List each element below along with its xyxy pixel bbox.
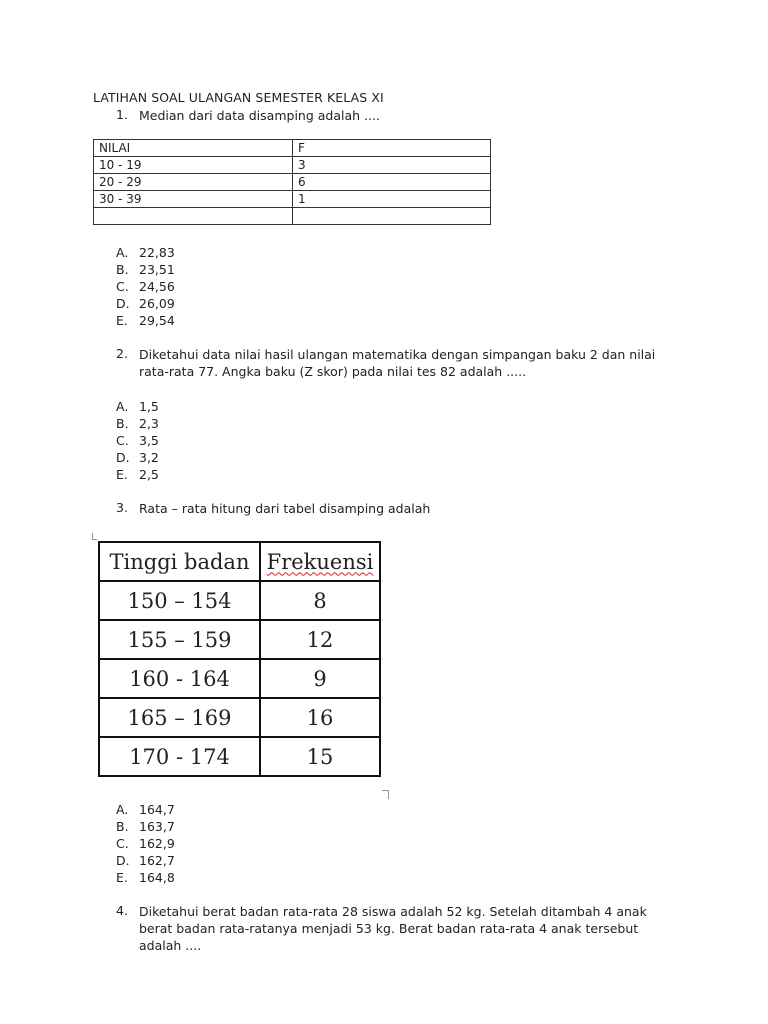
nilai-frequency-table <box>93 139 491 225</box>
table-cell: 16 <box>260 698 380 737</box>
table-cell <box>293 208 491 225</box>
table-header-cell <box>260 542 380 581</box>
table-cell: 3 <box>293 157 491 174</box>
option-value: 29,54 <box>139 313 175 328</box>
table-cell: 30 - 39 <box>94 191 293 208</box>
option-value: 2,5 <box>139 467 159 482</box>
table-header-cell: NILAI <box>94 140 293 157</box>
table-cell: 8 <box>260 581 380 620</box>
option-letter: E. <box>116 313 128 328</box>
table-cell: 12 <box>260 620 380 659</box>
option-letter: D. <box>116 853 130 868</box>
page-title: LATIHAN SOAL ULANGAN SEMESTER KELAS XI <box>93 90 384 105</box>
option-letter: D. <box>116 450 130 465</box>
table-cell: 1 <box>293 191 491 208</box>
table-header-row <box>94 140 491 157</box>
option-letter: E. <box>116 467 128 482</box>
table-row <box>94 174 491 191</box>
table-cell: 10 - 19 <box>94 157 293 174</box>
question-number: 4. <box>116 903 128 918</box>
question-number: 2. <box>116 346 128 361</box>
question-number: 3. <box>116 500 128 515</box>
table-cell: 170 - 174 <box>99 737 260 776</box>
height-frequency-table-image <box>98 541 381 777</box>
table-cell: 15 <box>260 737 380 776</box>
table-header-row <box>99 542 380 581</box>
table-row <box>99 698 380 737</box>
option-value: 163,7 <box>139 819 175 834</box>
option-letter: A. <box>116 802 129 817</box>
table-row <box>94 208 491 225</box>
question-text: Diketahui berat badan rata-rata 28 siswa adalah 52 kg. Setelah ditambah 4 anak berat badan rata-ratanya menjadi 53 kg. Berat badan rata-rata 4 anak tersebut adalah .... <box>139 904 647 953</box>
option-letter: A. <box>116 399 129 414</box>
option-value: 1,5 <box>139 399 159 414</box>
table-cell: 150 – 154 <box>99 581 260 620</box>
option-value: 162,9 <box>139 836 175 851</box>
table-row <box>99 620 380 659</box>
option-value: 3,5 <box>139 433 159 448</box>
option-letter: B. <box>116 416 129 431</box>
question-text: Rata – rata hitung dari tabel disamping adalah <box>139 501 431 516</box>
option-letter: C. <box>116 836 129 851</box>
option-value: 26,09 <box>139 296 175 311</box>
question-text: Median dari data disamping adalah .... <box>139 108 380 123</box>
option-value: 23,51 <box>139 262 175 277</box>
option-letter: D. <box>116 296 130 311</box>
table-cell: 6 <box>293 174 491 191</box>
image-corner-mark <box>382 790 389 799</box>
table-header-cell: F <box>293 140 491 157</box>
table-row <box>99 581 380 620</box>
option-value: 2,3 <box>139 416 159 431</box>
option-letter: A. <box>116 245 129 260</box>
spellcheck-underlined-text: Frekuensi <box>266 549 374 574</box>
table-row <box>99 737 380 776</box>
option-value: 164,7 <box>139 802 175 817</box>
option-value: 164,8 <box>139 870 175 885</box>
table-row <box>94 157 491 174</box>
option-value: 162,7 <box>139 853 175 868</box>
table-header-cell: Tinggi badan <box>99 542 260 581</box>
table-cell: 155 – 159 <box>99 620 260 659</box>
question-text: Diketahui data nilai hasil ulangan matematika dengan simpangan baku 2 dan nilai rata-rata 77. Angka baku (Z skor) pada nilai tes 82 adalah ..... <box>139 347 656 379</box>
option-value: 22,83 <box>139 245 175 260</box>
option-value: 3,2 <box>139 450 159 465</box>
image-corner-mark <box>92 533 97 540</box>
table-cell: 20 - 29 <box>94 174 293 191</box>
table-row <box>99 659 380 698</box>
option-letter: E. <box>116 870 128 885</box>
height-frequency-table <box>98 541 381 777</box>
option-value: 24,56 <box>139 279 175 294</box>
question-number: 1. <box>116 107 128 122</box>
option-letter: C. <box>116 279 129 294</box>
table-cell <box>94 208 293 225</box>
option-letter: B. <box>116 262 129 277</box>
table-cell: 165 – 169 <box>99 698 260 737</box>
option-letter: B. <box>116 819 129 834</box>
table-cell: 9 <box>260 659 380 698</box>
table-row <box>94 191 491 208</box>
table-cell: 160 - 164 <box>99 659 260 698</box>
option-letter: C. <box>116 433 129 448</box>
